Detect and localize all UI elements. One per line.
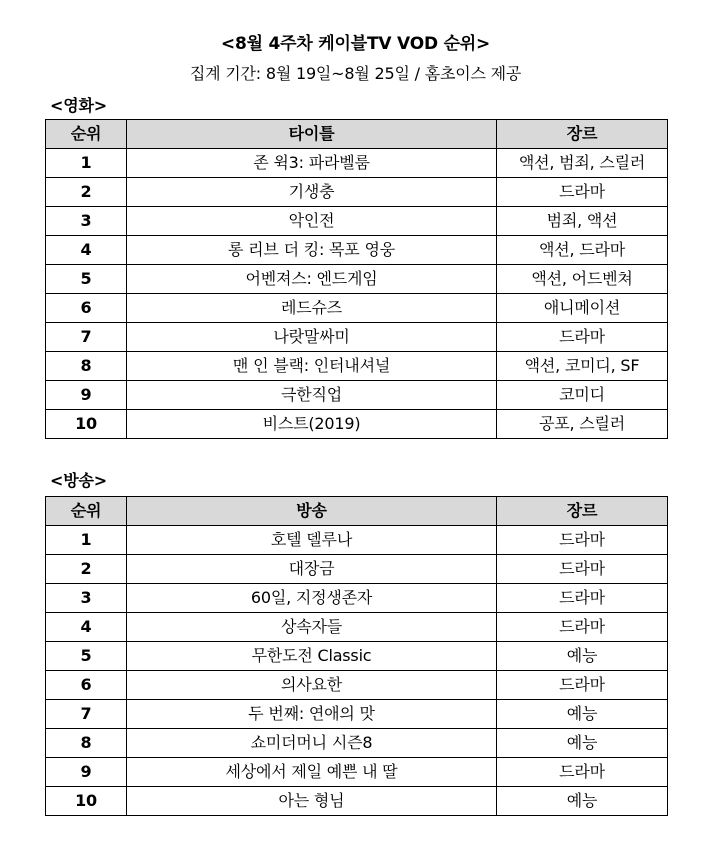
broadcast-table-row bbox=[46, 526, 668, 555]
broadcast-rank-cell: 3 bbox=[46, 584, 127, 613]
movie-header-rank: 순위 bbox=[46, 120, 127, 149]
movie-title-cell: 맨 인 블랙: 인터내셔널 bbox=[127, 352, 497, 381]
broadcast-genre-cell: 예능 bbox=[497, 729, 668, 758]
movie-title-cell: 어벤져스: 엔드게임 bbox=[127, 265, 497, 294]
movie-title-cell: 악인전 bbox=[127, 207, 497, 236]
broadcast-rank-cell: 7 bbox=[46, 700, 127, 729]
broadcast-genre-cell: 드라마 bbox=[497, 526, 668, 555]
broadcast-table-header-row bbox=[46, 497, 668, 526]
movie-rank-cell: 10 bbox=[46, 410, 127, 439]
movie-genre-cell: 드라마 bbox=[497, 178, 668, 207]
broadcast-title-cell: 쇼미더머니 시즌8 bbox=[127, 729, 497, 758]
movie-title-cell: 롱 리브 더 킹: 목포 영웅 bbox=[127, 236, 497, 265]
movie-table-row bbox=[46, 178, 668, 207]
broadcast-rank-cell: 4 bbox=[46, 613, 127, 642]
movie-title-cell: 비스트(2019) bbox=[127, 410, 497, 439]
movie-rank-cell: 2 bbox=[46, 178, 127, 207]
broadcast-header-rank: 순위 bbox=[46, 497, 127, 526]
broadcast-table-row bbox=[46, 758, 668, 787]
broadcast-genre-cell: 드라마 bbox=[497, 555, 668, 584]
broadcast-genre-cell: 예능 bbox=[497, 700, 668, 729]
broadcast-genre-cell: 드라마 bbox=[497, 671, 668, 700]
movie-title-cell: 나랏말싸미 bbox=[127, 323, 497, 352]
movie-genre-cell: 애니메이션 bbox=[497, 294, 668, 323]
broadcast-rank-cell: 5 bbox=[46, 642, 127, 671]
movie-table-row bbox=[46, 149, 668, 178]
movie-header-genre: 장르 bbox=[497, 120, 668, 149]
movie-genre-cell: 코미디 bbox=[497, 381, 668, 410]
movie-table-row bbox=[46, 265, 668, 294]
broadcast-genre-cell: 드라마 bbox=[497, 758, 668, 787]
broadcast-title-cell: 세상에서 제일 예쁜 내 딸 bbox=[127, 758, 497, 787]
movie-genre-cell: 드라마 bbox=[497, 323, 668, 352]
movie-genre-cell: 액션, 어드벤쳐 bbox=[497, 265, 668, 294]
movie-title-cell: 기생충 bbox=[127, 178, 497, 207]
broadcast-ranking-table bbox=[45, 496, 668, 816]
broadcast-title-cell: 무한도전 Classic bbox=[127, 642, 497, 671]
movie-rank-cell: 6 bbox=[46, 294, 127, 323]
broadcast-genre-cell: 드라마 bbox=[497, 584, 668, 613]
movie-genre-cell: 공포, 스릴러 bbox=[497, 410, 668, 439]
movie-table-row bbox=[46, 294, 668, 323]
broadcast-genre-cell: 드라마 bbox=[497, 613, 668, 642]
broadcast-rank-cell: 2 bbox=[46, 555, 127, 584]
movie-title-cell: 극한직업 bbox=[127, 381, 497, 410]
broadcast-rank-cell: 6 bbox=[46, 671, 127, 700]
broadcast-table-row bbox=[46, 584, 668, 613]
broadcast-table-row bbox=[46, 729, 668, 758]
broadcast-genre-cell: 예능 bbox=[497, 787, 668, 816]
movie-table-row bbox=[46, 352, 668, 381]
movie-header-title: 타이틀 bbox=[127, 120, 497, 149]
broadcast-title-cell: 호텔 델루나 bbox=[127, 526, 497, 555]
page-subtitle: 집계 기간: 8월 19일~8월 25일 / 홈초이스 제공 bbox=[189, 64, 522, 83]
broadcast-title-cell: 대장금 bbox=[127, 555, 497, 584]
movie-rank-cell: 3 bbox=[46, 207, 127, 236]
movie-rank-cell: 1 bbox=[46, 149, 127, 178]
movie-table-row bbox=[46, 410, 668, 439]
broadcast-genre-cell: 예능 bbox=[497, 642, 668, 671]
movie-genre-cell: 액션, 드라마 bbox=[497, 236, 668, 265]
movie-genre-cell: 액션, 코미디, SF bbox=[497, 352, 668, 381]
broadcast-rank-cell: 10 bbox=[46, 787, 127, 816]
broadcast-title-cell: 의사요한 bbox=[127, 671, 497, 700]
movie-rank-cell: 8 bbox=[46, 352, 127, 381]
movie-genre-cell: 액션, 범죄, 스릴러 bbox=[497, 149, 668, 178]
movie-rank-cell: 7 bbox=[46, 323, 127, 352]
broadcast-title-cell: 아는 형님 bbox=[127, 787, 497, 816]
broadcast-rank-cell: 1 bbox=[46, 526, 127, 555]
movie-title-cell: 존 윅3: 파라벨룸 bbox=[127, 149, 497, 178]
broadcast-section-label: <방송> bbox=[50, 471, 107, 490]
broadcast-table-row bbox=[46, 700, 668, 729]
broadcast-title-cell: 60일, 지정생존자 bbox=[127, 584, 497, 613]
broadcast-title-cell: 상속자들 bbox=[127, 613, 497, 642]
movie-title-cell: 레드슈즈 bbox=[127, 294, 497, 323]
broadcast-title-cell: 두 번째: 연애의 맛 bbox=[127, 700, 497, 729]
movie-rank-cell: 4 bbox=[46, 236, 127, 265]
movie-table-row bbox=[46, 381, 668, 410]
page-title: <8월 4주차 케이블TV VOD 순위> bbox=[220, 34, 491, 54]
broadcast-table-row bbox=[46, 642, 668, 671]
broadcast-table-row bbox=[46, 671, 668, 700]
broadcast-table-row bbox=[46, 613, 668, 642]
movie-table-row bbox=[46, 236, 668, 265]
broadcast-rank-cell: 8 bbox=[46, 729, 127, 758]
movie-table-row bbox=[46, 207, 668, 236]
broadcast-table-row bbox=[46, 787, 668, 816]
broadcast-header-genre: 장르 bbox=[497, 497, 668, 526]
movie-section-label: <영화> bbox=[50, 96, 107, 115]
broadcast-table-row bbox=[46, 555, 668, 584]
movie-rank-cell: 9 bbox=[46, 381, 127, 410]
broadcast-header-title: 방송 bbox=[127, 497, 497, 526]
broadcast-rank-cell: 9 bbox=[46, 758, 127, 787]
movie-genre-cell: 범죄, 액션 bbox=[497, 207, 668, 236]
movie-rank-cell: 5 bbox=[46, 265, 127, 294]
movie-table-header-row bbox=[46, 120, 668, 149]
movie-ranking-table bbox=[45, 119, 668, 439]
movie-table-row bbox=[46, 323, 668, 352]
